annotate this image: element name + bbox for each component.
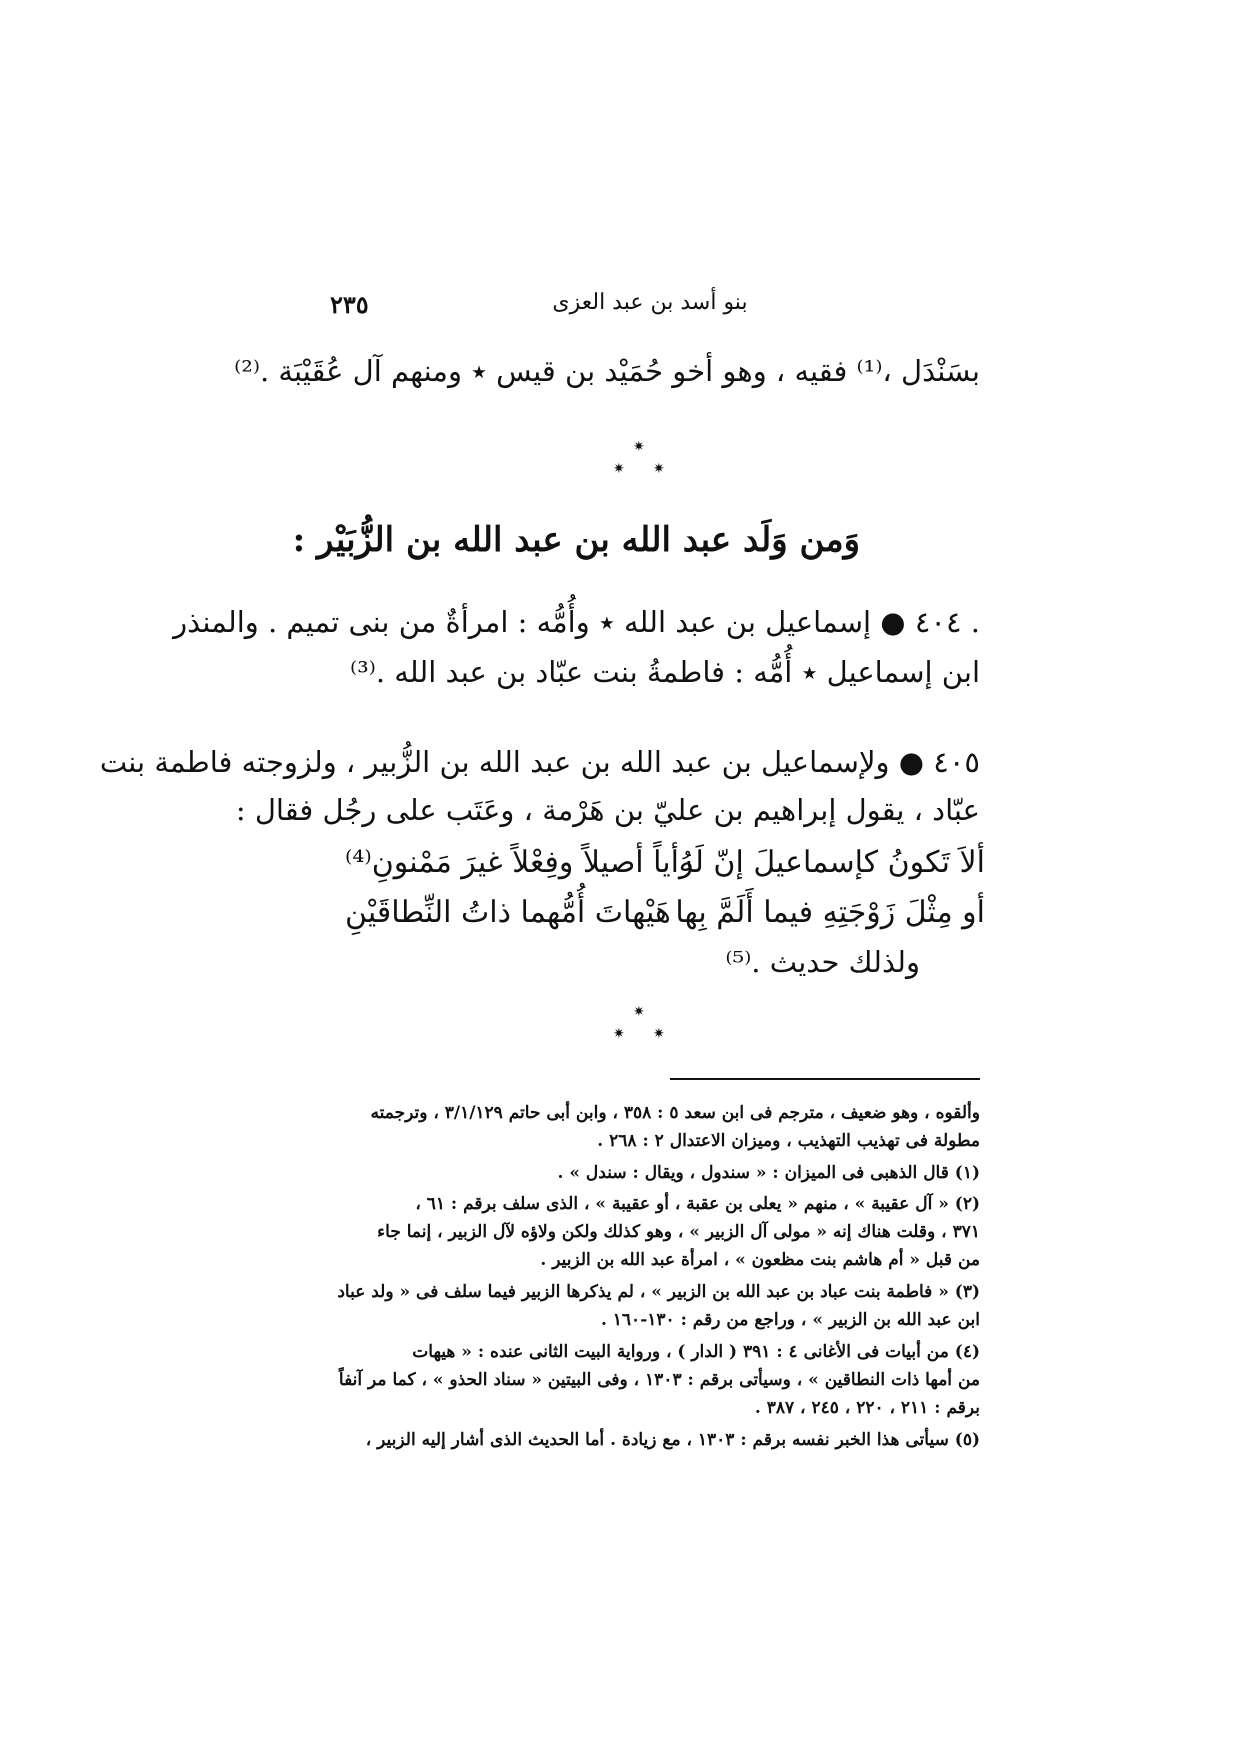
footnote-separator	[670, 1078, 980, 1080]
footnote-4-line-1: (٤) من أبيات فى الأغانى ٤ : ٣٩١ ( الدار ) ، ورواية البيت الثانى عنده : « هيهات	[412, 1342, 980, 1362]
after-verse-line: ولذلك حديث .⁽⁵⁾	[725, 945, 920, 979]
running-title: بنو أسد بن عبد العزى	[552, 290, 748, 315]
section-divider-top	[600, 440, 680, 490]
verse-line-2	[345, 895, 985, 939]
footnote-1: (١) قال الذهبى فى الميزان : « سندول ، ويقال : سندل » .	[557, 1163, 980, 1183]
star-ornament-icon: ✷	[613, 461, 625, 477]
verse-2-first-hemistich: أو مِثْلَ زَوْجَتِهِ فيما أَلَمَّ بِها	[675, 895, 985, 930]
star-ornament-icon: ✷	[653, 1026, 665, 1042]
page-header	[330, 290, 970, 330]
footnote-2-line-3: من قبل « أم هاشم بنت مظعون » ، امرأة عبد الله بن الزبير .	[540, 1250, 980, 1270]
footnote-continuation-1: وألقوه ، وهو ضعيف ، مترجم فى ابن سعد ٥ : ٣٥٨ ، وابن أبى حاتم ٣/١/١٢٩ ، وترجمته	[370, 1103, 980, 1123]
entry-404-line-2: ابن إسماعيل ٭ أُمُّه : فاطمةُ بنت عبّاد بن عبد الله .⁽³⁾	[349, 655, 980, 689]
footnote-4-line-2: من أمها ذات النطاقين » ، وسيأتى برقم : ١٣٠٣ ، وفى البيتين « سناد الحذو » ، كما مر آنفاً	[338, 1370, 980, 1390]
entry-404-line-1: . ٤٠٤ ● إسماعيل بن عبد الله ٭ وأُمُّه : امرأةٌ من بنى تميم . والمنذر	[173, 605, 980, 639]
section-heading: وَمن وَلَد عبد الله بن عبد الله بن الزُّبَيْر :	[292, 520, 860, 560]
star-ornament-icon: ✷	[633, 439, 645, 455]
entry-405-line-2: عبّاد ، يقول إبراهيم بن عليّ بن هَرْمة ، وعَتَب على رجُل فقال :	[235, 793, 980, 827]
star-ornament-icon: ✷	[653, 461, 665, 477]
footnote-3-line-2: ابن عبد الله بن الزبير » ، وراجع من رقم : ١٣٠-١٦٠ .	[600, 1310, 980, 1330]
footnote-3-line-1: (٣) « فاطمة بنت عباد بن عبد الله بن الزبير » ، لم يذكرها الزبير فيما سلف فى « ولد عباد	[337, 1282, 980, 1302]
opening-line: بسَنْدَل ،⁽¹⁾ فقيه ، وهو أخو حُمَيْد بن قيس ٭ ومنهم آل عُقَيْبَة .⁽²⁾	[234, 354, 980, 388]
verse-1-first-hemistich: ألاَ تَكونُ كإسماعيلَ إنّ لَهُ	[678, 845, 985, 880]
footnote-4-line-3: برقم : ٢١١ ، ٢٢٠ ، ٢٤٥ ، ٣٨٧ .	[754, 1398, 980, 1418]
section-divider-bottom	[600, 1005, 680, 1055]
verse-line-1	[345, 845, 985, 889]
footnote-2-line-1: (٢) « آل عقيبة » ، منهم « يعلى بن عقبة ، أو عقيبة » ، الذى سلف برقم : ٦١ ،	[415, 1194, 980, 1214]
page-number: ٢٣٥	[330, 290, 369, 319]
verse-1-second-hemistich: رأياً أصيلاً وفِعْلاً غيرَ مَمْنونِ⁽⁴⁾	[345, 845, 694, 880]
footnote-5: (٥) سيأتى هذا الخبر نفسه برقم : ١٣٠٣ ، مع زيادة . أما الحديث الذى أشار إليه الزبير ،	[365, 1430, 980, 1450]
star-ornament-icon: ✷	[633, 1004, 645, 1020]
footnote-continuation-2: مطولة فى تهذيب التهذيب ، وميزان الاعتدال ٢ : ٢٦٨ .	[597, 1131, 980, 1151]
entry-405-line-1: ٤٠٥ ● ولإسماعيل بن عبد الله بن عبد الله بن الزُّبير ، ولزوجته فاطمة بنت	[99, 745, 980, 779]
star-ornament-icon: ✷	[613, 1026, 625, 1042]
footnote-2-line-2: ٣٧١ ، وقلت هناك إنه « مولى آل الزبير » ، وهو كذلك ولكن ولاؤه لآل الزبير ، إنما جاء	[377, 1222, 980, 1242]
verse-2-second-hemistich: هَيْهاتَ أُمُّهما ذاتُ النِّطاقَيْنِ	[345, 895, 671, 930]
